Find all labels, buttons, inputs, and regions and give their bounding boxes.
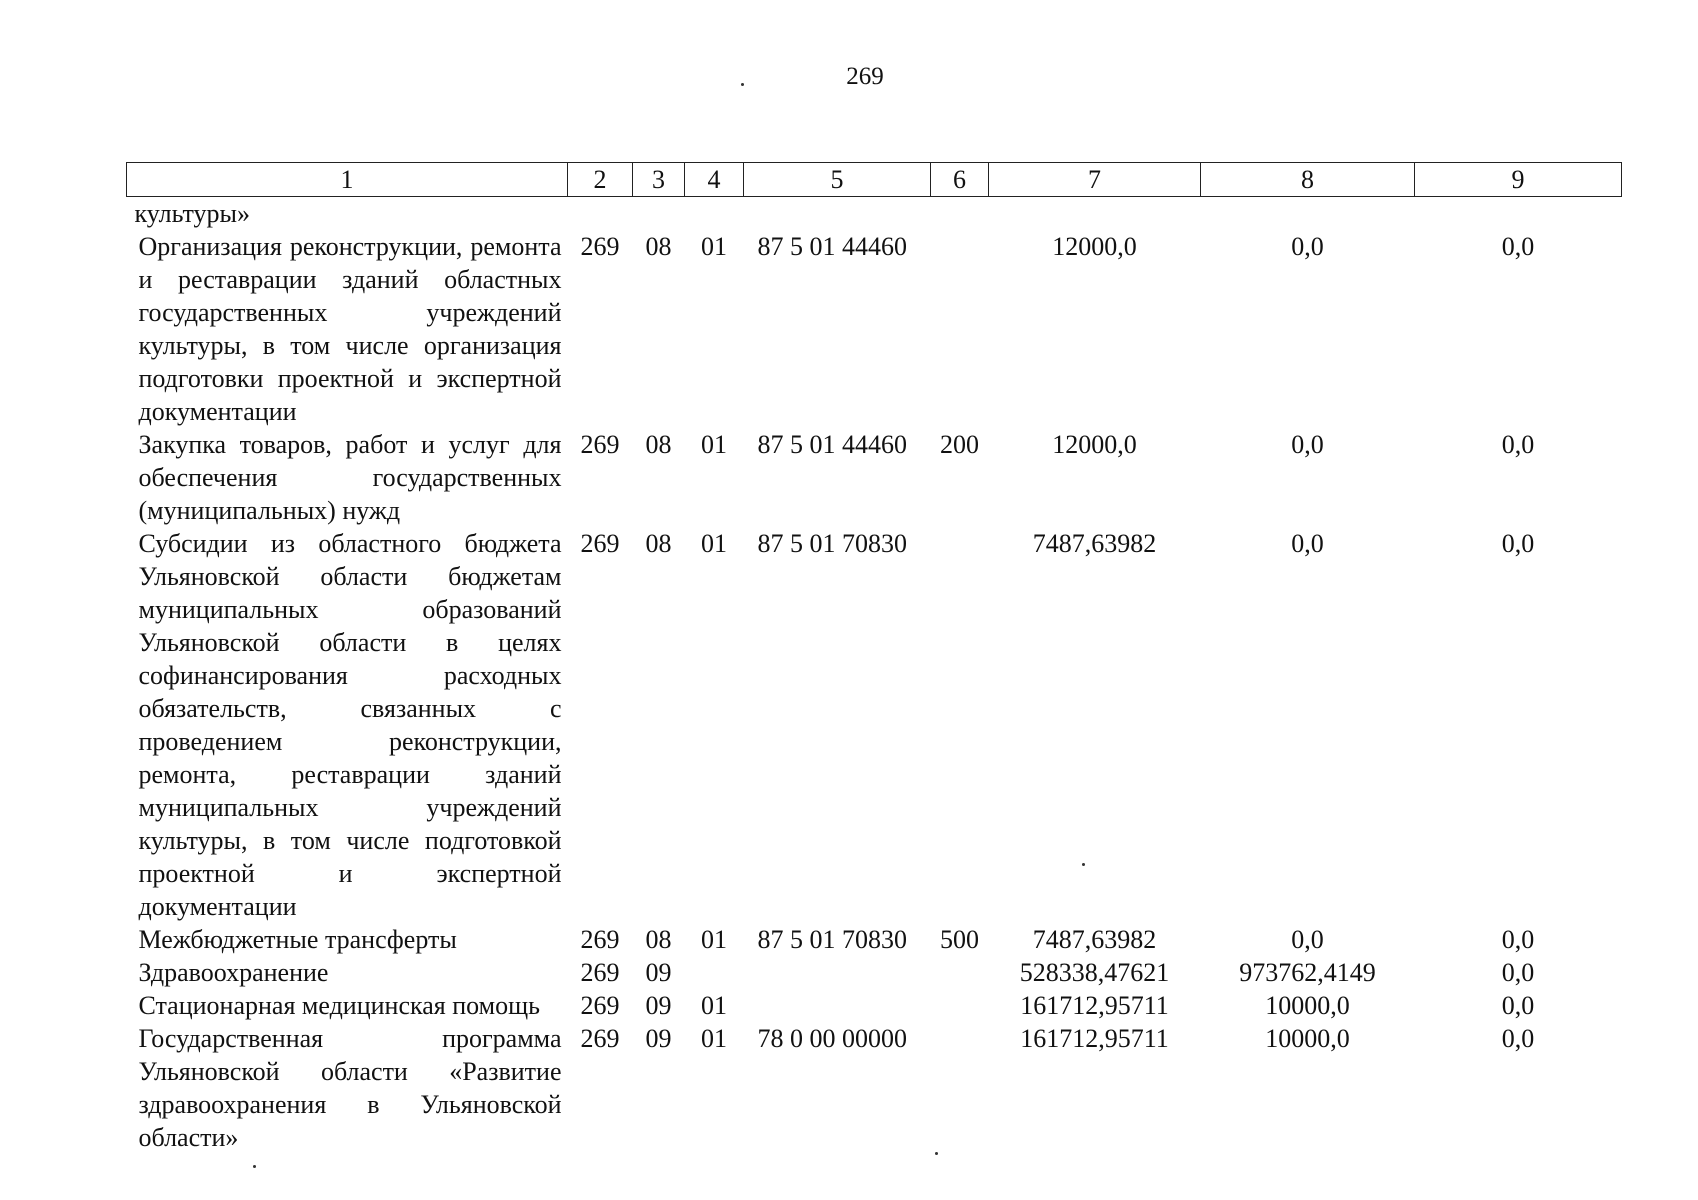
cell-c3: 08 [645, 925, 672, 954]
cell-c7: 12000,0 [1052, 430, 1137, 459]
row-name: Организация реконструкции, ремонта и реставрации зданий областных государственных учреждений культуры, в том числе организация подготовки проектной и экспертной документации [138, 232, 562, 426]
cell-c6 [931, 956, 989, 989]
row-name: Здравоохранение [138, 958, 329, 987]
cell-c8: 10000,0 [1265, 991, 1350, 1020]
cell-c4 [685, 956, 744, 989]
cell-c9: 0,0 [1501, 958, 1535, 987]
table-row [127, 1022, 1622, 1154]
row-name: Субсидии из областного бюджета Ульяновской области бюджетам муниципальных образований Ульяновской области в целях софинансирования расходных обязательств, связанных с проведением реконструкции, ремонта, реставрации зданий муниципальных учреждений культуры, в том числе подготовкой проектной и экспертной документации [138, 529, 562, 921]
cell-c2: 269 [580, 232, 620, 261]
cell-c3: 08 [645, 430, 672, 459]
cell-c4: 01 [701, 529, 727, 558]
cell-c7: 161712,95711 [1020, 991, 1169, 1020]
table-row [127, 923, 1622, 956]
cell-c2: 269 [580, 430, 620, 459]
cell-c8: 0,0 [1291, 529, 1324, 558]
cell-c2: 269 [580, 1024, 620, 1053]
column-header: 6 [931, 163, 989, 197]
table-row [127, 527, 1622, 923]
cell-c4: 01 [701, 991, 727, 1020]
cell-c8: 10000,0 [1265, 1024, 1350, 1053]
continuation-text: культуры» [134, 199, 250, 228]
table-row [127, 989, 1622, 1022]
scan-dot [741, 83, 744, 86]
cell-c6 [931, 527, 989, 923]
cell-c5: 87 5 01 70830 [757, 529, 907, 558]
cell-c3: 09 [645, 991, 672, 1020]
budget-table [126, 162, 1622, 1154]
continuation-row [127, 197, 1622, 231]
cell-c2: 269 [580, 991, 620, 1020]
cell-c5 [744, 989, 931, 1022]
cell-c5: 87 5 01 70830 [757, 925, 907, 954]
cell-c6 [931, 230, 989, 428]
cell-c4: 01 [701, 232, 727, 261]
cell-c6 [931, 989, 989, 1022]
cell-c3: 08 [645, 529, 672, 558]
column-header: 9 [1415, 163, 1622, 197]
cell-c9: 0,0 [1501, 232, 1535, 261]
cell-c8: 0,0 [1291, 232, 1324, 261]
cell-c9: 0,0 [1501, 430, 1535, 459]
cell-c4: 01 [701, 430, 727, 459]
cell-c2: 269 [580, 958, 620, 987]
cell-c8: 0,0 [1291, 925, 1324, 954]
cell-c5: 78 0 00 00000 [757, 1024, 907, 1053]
column-header: 5 [744, 163, 931, 197]
cell-c9: 0,0 [1501, 991, 1535, 1020]
cell-c9: 0,0 [1501, 925, 1535, 954]
table-row [127, 956, 1622, 989]
page-number: 269 [846, 63, 884, 90]
cell-c7: 7487,63982 [1032, 925, 1157, 954]
column-header: 4 [685, 163, 744, 197]
cell-c7: 7487,63982 [1032, 529, 1157, 558]
column-header: 2 [568, 163, 633, 197]
header-row [127, 163, 1622, 197]
cell-c5 [744, 956, 931, 989]
cell-c9: 0,0 [1501, 1024, 1535, 1053]
cell-c8: 973762,4149 [1239, 958, 1376, 987]
cell-c3: 09 [645, 1024, 672, 1053]
cell-c2: 269 [580, 529, 620, 558]
cell-c6: 200 [940, 430, 979, 459]
row-name: Межбюджетные трансферты [138, 925, 457, 954]
cell-c7: 528338,47621 [1019, 958, 1170, 987]
cell-c7: 161712,95711 [1020, 1024, 1169, 1053]
column-header: 7 [989, 163, 1201, 197]
cell-c3: 08 [645, 232, 672, 261]
column-header: 8 [1201, 163, 1415, 197]
cell-c9: 0,0 [1501, 529, 1535, 558]
row-name: Стационарная медицинская помощь [138, 991, 540, 1020]
cell-c3: 09 [645, 958, 672, 987]
row-name: Государственная программа Ульяновской области «Развитие здравоохранения в Ульяновской области» [138, 1024, 562, 1152]
table-row [127, 428, 1622, 527]
table-row [127, 230, 1622, 428]
cell-c2: 269 [580, 925, 620, 954]
cell-c4: 01 [701, 925, 727, 954]
cell-c5: 87 5 01 44460 [757, 430, 907, 459]
scan-dot [253, 1165, 256, 1168]
cell-c6 [931, 1022, 989, 1154]
cell-c8: 0,0 [1291, 430, 1324, 459]
column-header: 1 [127, 163, 568, 197]
cell-c4: 01 [701, 1024, 727, 1053]
column-header: 3 [633, 163, 685, 197]
cell-c5: 87 5 01 44460 [757, 232, 907, 261]
cell-c7: 12000,0 [1052, 232, 1137, 261]
cell-c6: 500 [940, 925, 979, 954]
row-name: Закупка товаров, работ и услуг для обеспечения государственных (муниципальных) нужд [138, 430, 562, 525]
